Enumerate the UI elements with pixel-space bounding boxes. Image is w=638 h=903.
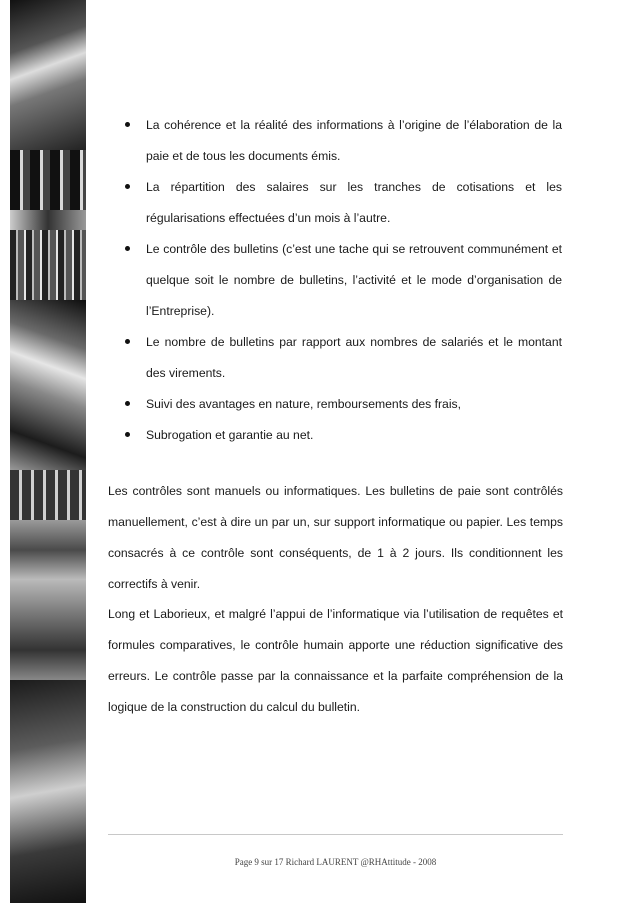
- photo-tile: [10, 580, 86, 680]
- photo-tile: [10, 520, 86, 580]
- photo-tile: [10, 150, 86, 210]
- list-item: [122, 389, 562, 420]
- list-item: [122, 234, 562, 327]
- photo-tile: [10, 230, 86, 300]
- footer-divider: [108, 834, 563, 835]
- paragraph-human-control: Long et Laborieux, et malgré l’appui de l’informatique via l’utilisation de requêtes et formules comparatives, le contrôle humain apporte une réduction significative des erreurs. Le contrôle passe par la connaissance et la parfaite compréhension de la logique de la construction du calcul du bulletin.: [108, 607, 563, 714]
- page-footer: Page 9 sur 17 Richard LAURENT @RHAttitude - 2008: [234, 857, 437, 867]
- list-item: [122, 420, 562, 451]
- list-item: [122, 172, 562, 234]
- bullet-icon: [125, 339, 130, 344]
- photo-tile: [10, 300, 86, 470]
- photo-tile: [10, 0, 86, 150]
- bullet-icon: [125, 401, 130, 406]
- list-item-text: Suivi des avantages en nature, remboursements des frais,: [146, 397, 462, 411]
- paragraph-controls: Les contrôles sont manuels ou informatiques. Les bulletins de paie sont contrôlés manuellement, c’est à dire un par un, sur support informatique ou papier. Les temps consacrés à ce contrôle sont conséquents, de 1 à 2 jours. Ils conditionnent les correctifs à venir.: [108, 484, 563, 591]
- bullet-icon: [125, 122, 130, 127]
- list-item: [122, 110, 562, 172]
- photo-tile: [10, 210, 86, 230]
- list-item-text: Le contrôle des bulletins (c’est une tache qui se retrouvent communément et quelque soit le nombre de bulletins, l’activité et le mode d’organisation de l’Entreprise).: [146, 242, 562, 318]
- photo-tile: [10, 680, 86, 903]
- list-item-text: La répartition des salaires sur les tranches de cotisations et les régularisations effectuées d’un mois à l’autre.: [146, 180, 562, 225]
- list-item-text: Le nombre de bulletins par rapport aux nombres de salariés et le montant des virements.: [146, 335, 562, 380]
- bullet-icon: [125, 246, 130, 251]
- bullet-list: [122, 110, 562, 451]
- photo-tile: [10, 470, 86, 520]
- list-item-text: Subrogation et garantie au net.: [146, 428, 314, 442]
- list-item: [122, 327, 562, 389]
- bullet-icon: [125, 432, 130, 437]
- decorative-photo-strip: [10, 0, 86, 903]
- list-item-text: La cohérence et la réalité des informations à l’origine de l’élaboration de la paie et de tous les documents émis.: [146, 118, 562, 163]
- bullet-icon: [125, 184, 130, 189]
